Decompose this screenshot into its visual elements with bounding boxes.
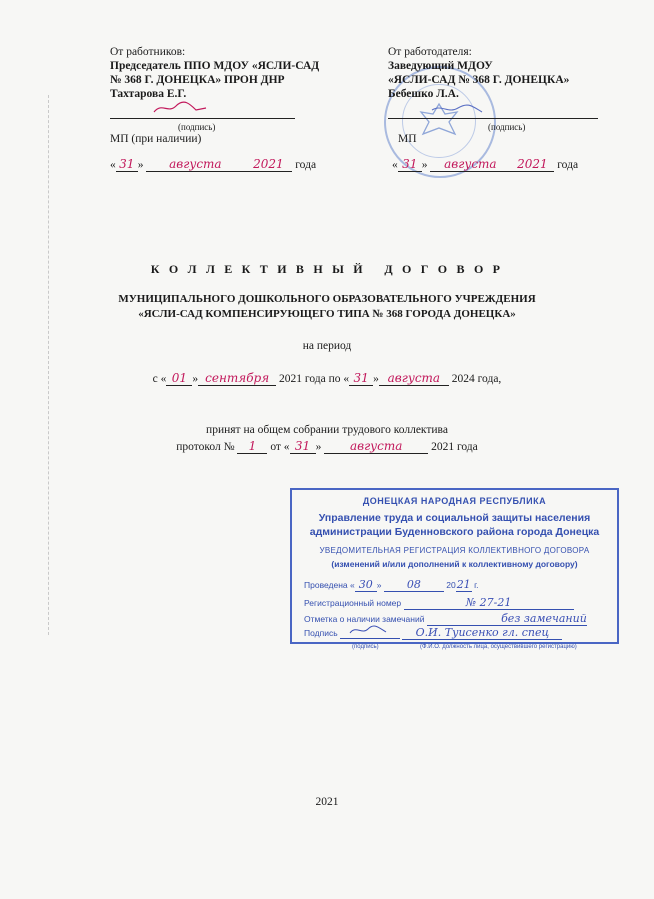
stamp-remarks-label: Отметка о наличии замечаний (304, 614, 425, 624)
protocol-day: 31 (290, 440, 316, 454)
period-mid2: 2021 года по « (279, 373, 350, 385)
employees-date-day: 31 (116, 158, 138, 172)
stamp-held-day: 30 (355, 578, 377, 592)
stamp-held-year-prefix: 20 (446, 580, 456, 590)
protocol-suffix: 2021 года (431, 441, 478, 453)
stamp-held-month: 08 (384, 578, 444, 592)
employer-date-month: августа (430, 158, 510, 172)
employer-seal-note: МП (398, 133, 417, 145)
employer-sign-caption: (подпись) (488, 122, 526, 132)
protocol-month: августа (324, 440, 428, 454)
employer-line3: Бебешко Л.А. (388, 88, 459, 100)
stamp-signature (348, 624, 388, 636)
stamp-held-year: 21 (456, 578, 471, 591)
stamp-republic: ДОНЕЦКАЯ НАРОДНАЯ РЕСПУБЛИКА (362, 496, 547, 506)
period-start-day: 01 (166, 372, 192, 386)
period-start-month: сентября (198, 372, 276, 386)
employees-date-open: « (110, 159, 116, 171)
employees-date-month: августа (146, 158, 244, 172)
protocol-from: от « (270, 441, 290, 453)
employer-line1: Заведующий МДОУ (388, 60, 493, 72)
org-name-line2: «ЯСЛИ-САД КОМПЕНСИРУЮЩЕГО ТИПА № 368 ГОРОДА ДОНЕЦКА» (138, 308, 516, 320)
employer-date (392, 158, 578, 172)
employees-party-block (110, 45, 319, 101)
employer-date-suffix: года (557, 159, 579, 171)
employer-party-block (388, 45, 569, 101)
stamp-signer: О.И. Туисенко гл. спец (402, 626, 562, 640)
stamp-sign-label: Подпись (304, 628, 338, 638)
stamp-administration: администрации Буденновского района города Донецка (309, 526, 600, 538)
employer-date-open: « (392, 159, 398, 171)
document-title: К О Л Л Е К Т И В Н Ы Й Д О Г О В О Р (150, 262, 504, 276)
stamp-remarks-value: без замечаний (427, 612, 587, 626)
period-line (0, 372, 654, 386)
employees-seal-note: МП (при наличии) (110, 133, 202, 145)
stamp-reg-label: Регистрационный номер (304, 598, 402, 608)
stamp-registration-subtitle: (изменений и/или дополнений к коллективному договору) (331, 559, 578, 569)
period-mid1: » (192, 373, 199, 385)
stamp-reg-number: № 27-21 (404, 596, 574, 610)
stamp-held-label: Проведена « (304, 580, 355, 590)
employees-signature-line (110, 106, 295, 119)
employees-date (110, 158, 316, 172)
stamp-sign-caption: (подпись) (352, 644, 379, 650)
protocol-line (0, 440, 654, 454)
employees-signature (150, 100, 210, 116)
org-name-line1: МУНИЦИПАЛЬНОГО ДОШКОЛЬНОГО ОБРАЗОВАТЕЛЬНОГО УЧРЕЖДЕНИЯ (118, 293, 536, 305)
stamp-signature-slot (340, 628, 400, 639)
employer-signature (428, 100, 488, 116)
page-edge-line (48, 95, 50, 635)
stamp-registration-title: УВЕДОМИТЕЛЬНАЯ РЕГИСТРАЦИЯ КОЛЛЕКТИВНОГО ДОГОВОРА (319, 546, 590, 555)
protocol-close: » (315, 441, 322, 453)
employees-date-close: » (137, 159, 144, 171)
period-mid3: » (373, 373, 379, 385)
employer-date-close: » (421, 159, 428, 171)
period-label: на период (302, 340, 352, 352)
protocol-number: 1 (237, 440, 267, 454)
stamp-remarks-field (304, 612, 587, 626)
employer-heading: От работодателя: (388, 46, 472, 58)
period-suffix: 2024 года, (451, 373, 502, 385)
period-end-month: августа (379, 372, 449, 386)
employer-line2: «ЯСЛИ-САД № 368 Г. ДОНЕЦКА» (388, 74, 570, 86)
stamp-held-close: » (376, 580, 382, 590)
employees-date-suffix: года (295, 159, 317, 171)
employees-line3: Тахтарова Е.Г. (110, 88, 187, 100)
stamp-fio-caption: (Ф.И.О. должность лица, осуществившего регистрацию) (420, 644, 577, 650)
registration-stamp (290, 488, 619, 644)
employer-signature-line (388, 106, 598, 119)
employees-line2: № 368 Г. ДОНЕЦКА» ПРОН ДНР (110, 74, 285, 86)
stamp-reg-field (304, 596, 574, 610)
footer-year: 2021 (315, 796, 339, 808)
protocol-prefix: протокол № (176, 441, 235, 453)
period-prefix: с « (152, 373, 167, 385)
employees-sign-caption: (подпись) (178, 122, 216, 132)
employer-date-day: 31 (398, 158, 422, 172)
stamp-held-suffix: г. (474, 580, 479, 590)
employer-date-year: 2021 (510, 158, 554, 172)
adopted-line: принят на общем собрании трудового коллектива (206, 424, 448, 436)
employees-heading: От работников: (110, 46, 186, 58)
employees-date-year: 2021 (244, 158, 292, 172)
stamp-department: Управление труда и социальной защиты населения (318, 512, 591, 524)
stamp-sign-field (304, 626, 604, 640)
stamp-held-field (304, 578, 479, 592)
employees-line1: Председатель ППО МДОУ «ЯСЛИ-САД (110, 60, 320, 72)
period-end-day: 31 (349, 372, 373, 386)
